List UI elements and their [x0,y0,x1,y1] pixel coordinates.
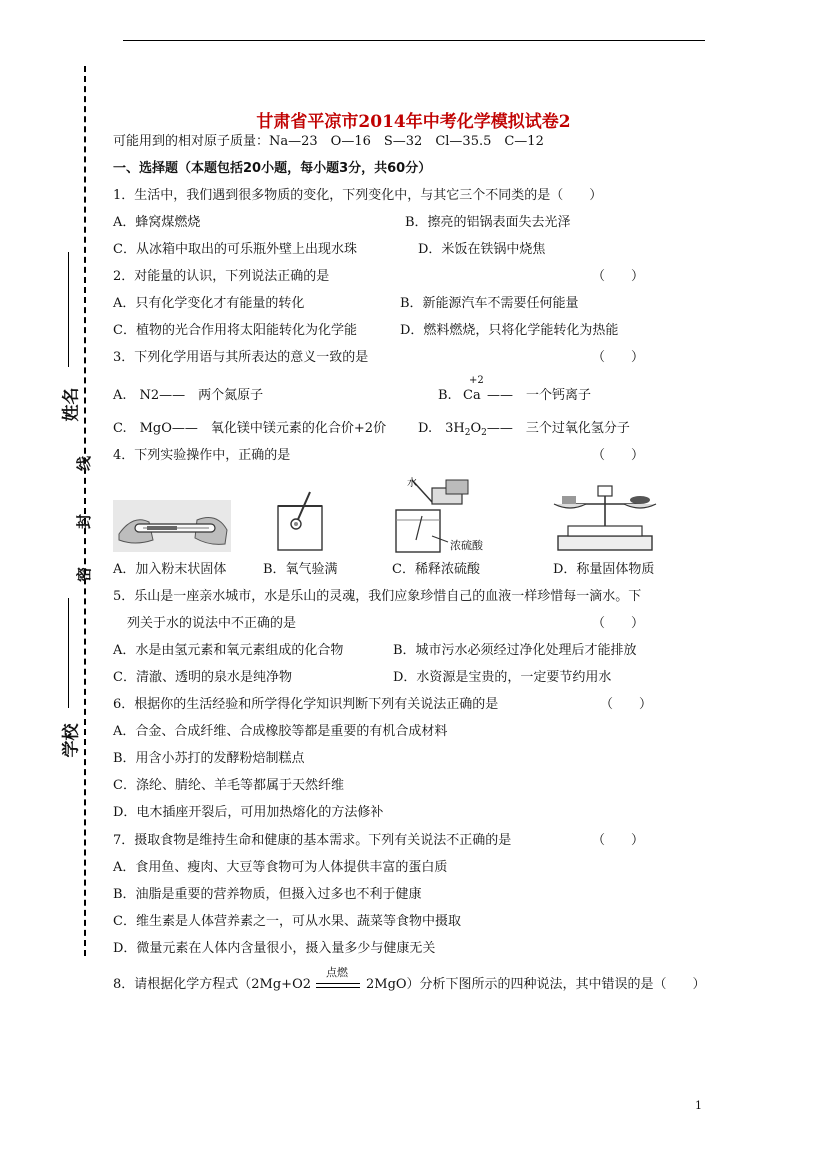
q8-reaction-condition: 点燃 [326,966,348,979]
q1-stem: 1．生活中，我们遇到很多物质的变化，下列变化中，与其它三个不同类的是（ ） [113,188,603,203]
q3-bracket: （ ） [592,350,645,365]
q1-option-b: B．擦亮的铝锅表面失去光泽 [405,215,571,230]
q2-option-a: A．只有化学变化才有能量的转化 [113,296,305,311]
q7-option-b: B．油脂是重要的营养物质，但摄入过多也不利于健康 [113,887,422,902]
school-underline [68,598,69,708]
q5-stem-line2: 列关于水的说法中不正确的是 [127,616,297,631]
q4-option-b: B．氧气验满 [263,562,338,577]
q1-option-d: D．米饭在铁锅中烧焦 [418,242,546,257]
q5-option-d: D．水资源是宝贵的，一定要节约用水 [393,670,612,685]
q8-equals-line-bottom [316,987,360,988]
q8-stem-after: 2MgO）分析下图所示的四种说法，其中错误的是（ ） [366,977,706,992]
q8-equals-line-top [316,983,360,984]
q5-stem-line1: 5．乐山是一座亲水城市，水是乐山的灵魂，我们应象珍惜自己的血液一样珍惜每一滴水。下 [113,589,642,604]
q6-option-c: C．涤纶、腈纶、羊毛等都属于天然纤维 [113,778,344,793]
acid-label: 浓硫酸 [450,539,483,552]
q2-option-d: D．燃料燃烧，只将化学能转化为热能 [400,323,619,338]
q7-option-a: A．食用鱼、瘦肉、大豆等食物可为人体提供丰富的蛋白质 [113,860,448,875]
q2-stem: 2．对能量的认识，下列说法正确的是 [113,269,330,284]
balance-illustration [550,482,660,554]
q3-option-d-prefix: D. 3H [418,421,465,436]
q5-bracket: （ ） [592,616,645,631]
q3-option-b-symbol: Ca [463,388,481,403]
q2-option-b: B．新能源汽车不需要任何能量 [400,296,579,311]
powder-addition-illustration [113,500,231,552]
q4-bracket: （ ） [592,448,645,463]
q3-option-b-meaning: —— 一个钙离子 [487,388,592,403]
q2-bracket: （ ） [592,269,645,284]
q3-option-b-charge: +2 [469,375,484,386]
q7-option-c: C．维生素是人体营养素之一，可从水果、蔬菜等食物中摄取 [113,914,461,929]
exam-title: 甘肃省平凉市2014年中考化学模拟试卷2 [256,112,571,132]
q5-option-a: A．水是由氢元素和氧元素组成的化合物 [113,643,344,658]
header-rule [123,40,705,41]
q6-bracket: （ ） [600,697,653,712]
q4-option-c: C．稀释浓硫酸 [392,562,480,577]
q5-option-b: B．城市污水必须经过净化处理后才能排放 [393,643,637,658]
q1-option-c: C．从冰箱中取出的可乐瓶外壁上出现水珠 [113,242,357,257]
q6-option-b: B．用含小苏打的发酵粉焙制糕点 [113,751,305,766]
q3-option-a: A. N2—— 两个氮原子 [113,388,264,403]
binding-dashed-line [84,66,86,956]
seal-char-seal: 封 [75,513,94,530]
seal-char-line: 线 [75,455,94,472]
q6-stem: 6．根据你的生活经验和所学得化学知识判断下列有关说法正确的是 [113,697,499,712]
q3-stem: 3．下列化学用语与其所表达的意义一致的是 [113,350,369,365]
q3-option-d-sub: 2 [464,428,471,438]
school-label: 学校 [61,723,82,758]
section-heading: 一、选择题（本题包括20小题，每小题3分，共60分） [113,161,432,176]
seal-char-secret: 密 [75,566,94,583]
q5-option-c: C．清澈、透明的泉水是纯净物 [113,670,292,685]
q7-option-d: D．微量元素在人体内含量很小，摄入量多少与健康无关 [113,941,436,956]
water-label: 水 [407,478,417,489]
q6-option-d: D．电木插座开裂后，可用加热熔化的方法修补 [113,805,384,820]
q7-stem: 7．摄取食物是维持生命和健康的基本需求。下列有关说法不正确的是 [113,833,512,848]
q4-option-d: D．称量固体物质 [553,562,655,577]
q6-option-a: A．合金、合成纤维、合成橡胶等都是重要的有机合成材料 [113,724,448,739]
q4-stem: 4．下列实验操作中，正确的是 [113,448,291,463]
q3-option-d [418,422,630,438]
q8-stem-before: 8．请根据化学方程式（2Mg+O2 [113,977,311,992]
page-number: 1 [695,1099,702,1112]
atomic-masses: 可能用到的相对原子质量：Na—23 O—16 S—32 Cl—35.5 C—12 [113,134,544,149]
q4-option-a: A．加入粉末状固体 [113,562,227,577]
name-underline [68,252,69,367]
q7-bracket: （ ） [592,833,645,848]
q1-option-a: A．蜂窝煤燃烧 [113,215,201,230]
q3-option-d-sub2: 2 [481,428,487,438]
q2-option-c: C．植物的光合作用将太阳能转化为化学能 [113,323,357,338]
q3-option-d-meaning: —— 三个过氧化氢分子 [486,421,630,436]
oxygen-test-illustration [274,488,328,552]
q3-option-b-prefix: B. [438,388,465,403]
q3-option-c: C. MgO—— 氧化镁中镁元素的化合价+2价 [113,421,387,436]
name-label: 姓名 [61,387,82,422]
q3-option-d-mid: O [470,421,482,436]
